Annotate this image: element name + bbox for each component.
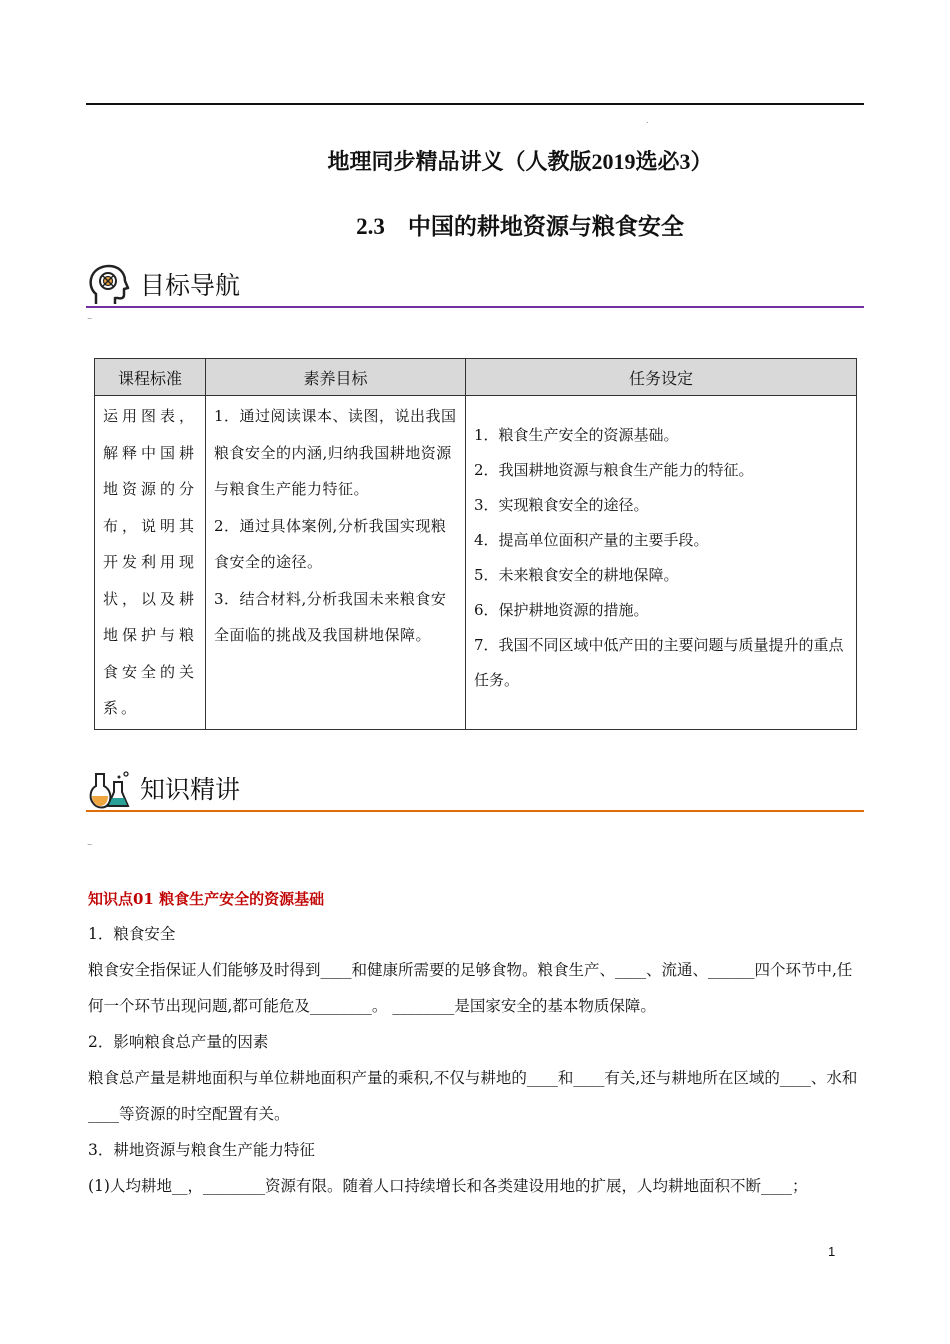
task-item: 4．提高单位面积产量的主要手段。: [474, 531, 709, 549]
series-title: 地理同步精品讲义（人教版2019选必3）: [327, 149, 713, 174]
goals-cell: [206, 396, 466, 730]
section-rule: [86, 306, 864, 308]
goal-item: 3．结合材料,分析我国未来粮食安全面临的挑战及我国耕地保障。: [214, 589, 447, 644]
mark: ⁻: [87, 842, 93, 853]
paragraph: 粮食总产量是耕地面积与单位耕地面积产量的乘积,不仅与耕地的____和____有关,还与耕地所在区域的____、水和____等资源的时空配置有关。: [88, 1069, 858, 1123]
page-number: 1: [828, 1244, 836, 1259]
task-item: 7．我国不同区域中低产田的主要问题与质量提升的重点任务。: [474, 636, 844, 689]
goal-table: [94, 358, 857, 730]
lab-flask-icon: [88, 768, 132, 812]
section-rule: [86, 810, 864, 812]
mark: ⁻: [87, 316, 93, 327]
section-knowledge: [86, 766, 864, 816]
tasks-cell: [466, 396, 857, 730]
knowledge-point-title: 知识点01 粮食生产安全的资源基础: [88, 890, 325, 908]
table-header-standard: 课程标准: [95, 359, 206, 396]
task-item: 2．我国耕地资源与粮食生产能力的特征。: [474, 461, 754, 479]
mark: .: [646, 116, 649, 125]
lesson-title: 2.3 中国的耕地资源与粮食安全: [356, 214, 684, 239]
paragraph: 粮食安全指保证人们能够及时得到____和健康所需要的足够食物。粮食生产、____、流通、______四个环节中,任何一个环节出现问题,都可能危及________。 ________是国家安全的基本物质保障。: [88, 961, 853, 1015]
goal-item: 1．通过阅读课本、读图，说出我国粮食安全的内涵,归纳我国耕地资源与粮食生产能力特征。: [214, 407, 457, 498]
goal-item: 2．通过具体案例,分析我国实现粮食安全的途径。: [214, 516, 447, 571]
task-item: 5．未来粮食安全的耕地保障。: [474, 566, 679, 584]
paragraph: (1)人均耕地__，________资源有限。随着人口持续增长和各类建设用地的扩展，人均耕地面积不断____；: [88, 1177, 808, 1195]
table-header-tasks: 任务设定: [466, 359, 857, 396]
paragraph-heading: 2．影响粮食总产量的因素: [88, 1033, 269, 1051]
paragraph-heading: 3．耕地资源与粮食生产能力特征: [88, 1141, 315, 1159]
section-label: 目标导航: [140, 271, 241, 300]
task-item: 3．实现粮食安全的途径。: [474, 496, 649, 514]
standard-cell: 运用图表，解释中国耕地资源的分布，说明其开发利用现状，以及耕地保护与粮食安全的关系。: [95, 396, 206, 730]
section-goal-nav: [86, 262, 864, 312]
section-label: 知识精讲: [140, 775, 241, 804]
task-item: 6．保护耕地资源的措施。: [474, 601, 649, 619]
task-item: 1．粮食生产安全的资源基础。: [474, 426, 679, 444]
table-header-goals: 素养目标: [206, 359, 466, 396]
head-target-icon: [88, 264, 132, 308]
header-rule: [86, 103, 864, 105]
paragraph-heading: 1．粮食安全: [88, 925, 176, 943]
